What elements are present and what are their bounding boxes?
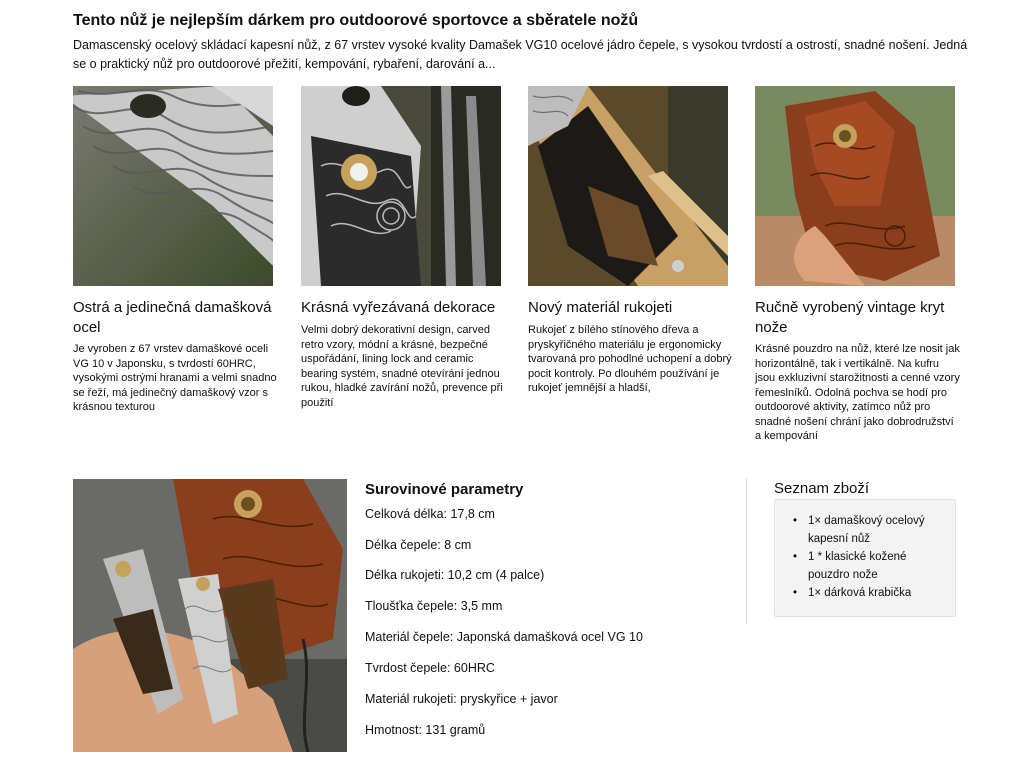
tile-title-damascus: Ostrá a jedinečná damašková ocel: [73, 299, 272, 336]
spec-row: Délka čepele: 8 cm: [365, 538, 472, 552]
leather-sheath-image: [755, 86, 955, 286]
spec-row: Materiál čepele: Japonská damašková ocel VG 10: [365, 630, 643, 644]
spec-row: Tloušťka čepele: 3,5 mm: [365, 599, 503, 613]
specs-title: Surovinové parametry: [365, 481, 524, 498]
spec-row: Hmotnost: 131 gramů: [365, 723, 486, 737]
package-list: [793, 512, 943, 602]
tile-text-handle: Rukojeť z bílého stínového dřeva a pryskyřičného materiálu je ergonomicky tvarovaná pro pohodlné uchopení a dobrý pocit kontroly. Po dlouhém používání je rukojeť jemnější a hladší,: [528, 324, 732, 394]
list-item: [793, 584, 943, 602]
engraved-bolster-image: [301, 86, 501, 286]
list-item-text: 1 * klasické kožené pouzdro nože: [808, 551, 907, 581]
spec-row: Tvrdost čepele: 60HRC: [365, 661, 495, 675]
column-divider: [746, 478, 747, 624]
list-item: [793, 548, 943, 584]
bullet-icon: •: [793, 587, 798, 599]
package-list-box: [774, 499, 956, 617]
knives-and-sheath-image: [73, 479, 347, 752]
list-item: [793, 512, 943, 548]
spec-row: Celková délka: 17,8 cm: [365, 507, 495, 521]
bullet-icon: •: [793, 515, 798, 527]
bullet-icon: •: [793, 551, 798, 563]
tile-title-handle: Nový materiál rukojeti: [528, 299, 673, 316]
spec-row: Materiál rukojeti: pryskyřice + javor: [365, 692, 558, 706]
tile-title-engraving: Krásná vyřezávaná dekorace: [301, 299, 496, 316]
section-intro: Damascenský ocelový skládací kapesní nůž, z 67 vrstev vysoké kvality Damašek VG10 ocelové jádro čepele, s vysokou tvrdostí a ostrostí, snadné nošení. Jedná se o praktický nůž pro outdoorové přežití, kempování, rybaření, darování a...: [73, 38, 968, 71]
tile-text-sheath: Krásné pouzdro na nůž, které lze nosit jak horizontálně, tak i vertikálně. Na kufru jsou exkluzivní starožitnosti a cenné vzory řemeslníků. Odolná pochva se hodí pro outdoorové aktivity, zatímco nůž pro snadné nošení chrání jako dobrodružství a kempování: [755, 343, 960, 442]
package-title: Seznam zboží: [774, 480, 870, 497]
section-headline: Tento nůž je nejlepším dárkem pro outdoorové sportovce a sběratele nožů: [73, 12, 639, 29]
spec-row: Délka rukojeti: 10,2 cm (4 palce): [365, 568, 545, 582]
resin-handle-image: [528, 86, 728, 286]
list-item-text: 1× damaškový ocelový kapesní nůž: [808, 515, 925, 545]
tile-text-damascus: Je vyroben z 67 vrstev damaškové oceli VG 10 v Japonsku, s tvrdostí 60HRC, vysokými ostrými hranami a velmi snadno se řeží, má jedinečný damaškový vzor s krásnou texturou: [73, 343, 277, 413]
list-item-text: 1× dárková krabička: [808, 587, 912, 599]
tile-text-engraving: Velmi dobrý dekorativní design, carved retro vzory, módní a krásné, bezpečné uspořádání, lining lock and ceramic bearing systém, snadné otevírání jednou rukou, hladké zavírání nožů, prevence při použití: [301, 324, 503, 409]
tile-title-sheath: Ručně vyrobený vintage kryt nože: [755, 299, 945, 336]
damascus-blade-image: [73, 86, 273, 286]
